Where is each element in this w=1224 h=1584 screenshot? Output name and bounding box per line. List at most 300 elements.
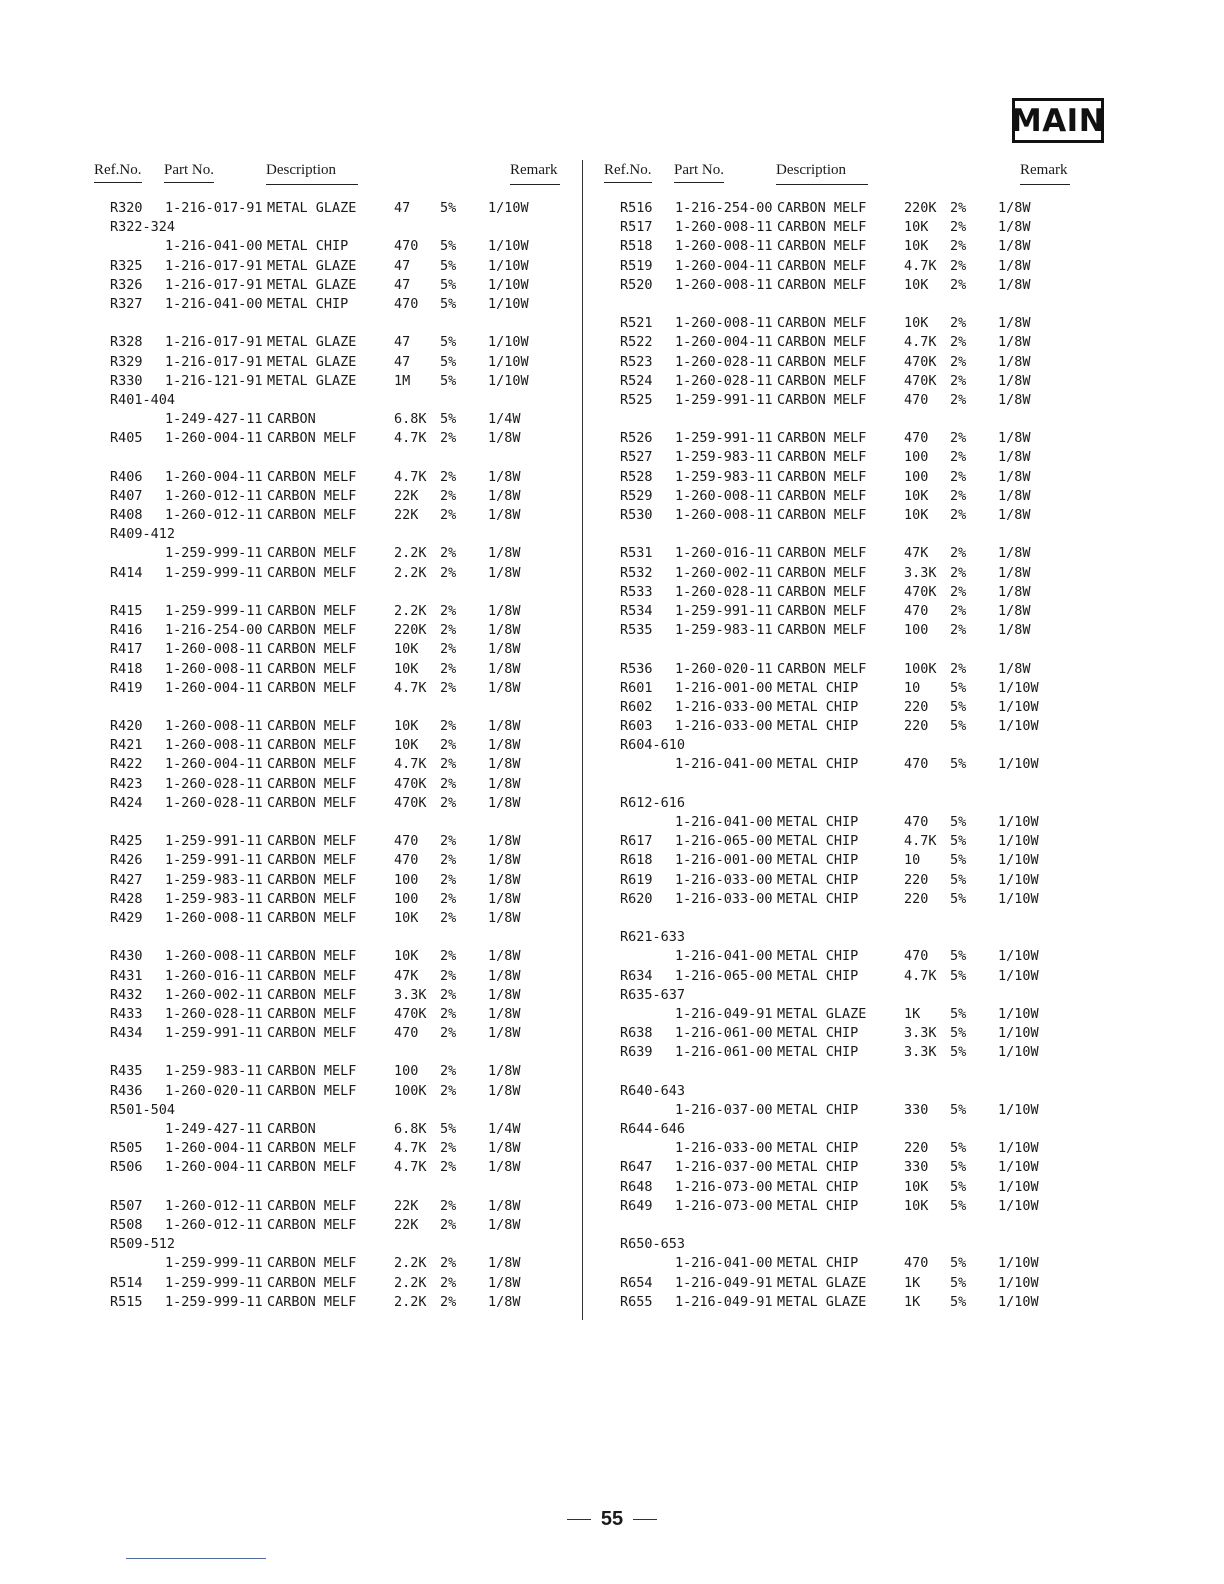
cell-ref-no: R639 xyxy=(620,1044,653,1061)
cell-part-no: 1-216-017-91 xyxy=(165,276,263,293)
cell-description: CARBON MELF xyxy=(267,1025,357,1042)
cell-ref-no: R330 xyxy=(110,372,143,389)
cell-description: CARBON MELF xyxy=(267,1255,357,1272)
cell-remark: 1/8W xyxy=(488,1025,521,1042)
cell-remark: 1/10W xyxy=(998,1178,1039,1195)
cell-ref-no: R405 xyxy=(110,430,143,447)
cell-ref-no: R635-637 xyxy=(620,986,686,1003)
cell-value: 470 xyxy=(904,391,929,408)
cell-part-no: 1-260-008-11 xyxy=(165,660,263,677)
cell-remark: 1/8W xyxy=(998,334,1031,351)
table-row xyxy=(94,238,574,257)
cell-description: CARBON MELF xyxy=(777,449,867,466)
cell-ref-no: R528 xyxy=(620,468,653,485)
parts-column-left xyxy=(94,160,574,1313)
cell-tolerance: 2% xyxy=(440,430,457,447)
cell-remark: 1/10W xyxy=(998,1025,1039,1042)
cell-remark: 1/8W xyxy=(488,948,521,965)
cell-tolerance: 5% xyxy=(950,718,967,735)
cell-value: 220 xyxy=(904,1140,929,1157)
cell-value: 47K xyxy=(904,545,929,562)
cell-ref-no: R536 xyxy=(620,660,653,677)
table-row xyxy=(94,910,574,929)
cell-tolerance: 2% xyxy=(440,775,457,792)
cell-value: 10K xyxy=(904,219,929,236)
cell-remark: 1/10W xyxy=(998,718,1039,735)
cell-tolerance: 2% xyxy=(440,641,457,658)
cell-value: 1K xyxy=(904,1274,921,1291)
table-row xyxy=(604,929,1084,948)
cell-tolerance: 5% xyxy=(950,1044,967,1061)
cell-remark: 1/8W xyxy=(488,852,521,869)
cell-value: 4.7K xyxy=(394,1159,427,1176)
table-row xyxy=(604,1198,1084,1217)
row-spacer xyxy=(604,296,1084,315)
cell-description: CARBON MELF xyxy=(777,468,867,485)
cell-part-no: 1-216-033-00 xyxy=(675,1140,773,1157)
cell-part-no: 1-216-033-00 xyxy=(675,698,773,715)
header-ref-no: Ref.No. xyxy=(604,162,652,183)
cell-value: 470 xyxy=(904,814,929,830)
cell-tolerance: 2% xyxy=(440,833,457,850)
cell-remark: 1/10W xyxy=(998,814,1039,830)
cell-remark: 1/8W xyxy=(488,660,521,677)
table-row xyxy=(94,430,574,449)
cell-value: 220K xyxy=(904,200,937,216)
cell-part-no: 1-259-983-11 xyxy=(675,449,773,466)
cell-value: 470 xyxy=(394,833,419,850)
cell-description: CARBON MELF xyxy=(267,1293,357,1310)
cell-remark: 1/10W xyxy=(998,756,1039,773)
cell-ref-no: R432 xyxy=(110,986,143,1003)
cell-part-no: 1-259-983-11 xyxy=(675,468,773,485)
page-number-dash xyxy=(633,1519,657,1520)
cell-tolerance: 2% xyxy=(950,487,967,504)
cell-part-no: 1-216-037-00 xyxy=(675,1101,773,1118)
page-number-text: 55 xyxy=(600,1508,624,1530)
cell-ref-no: R325 xyxy=(110,257,143,274)
table-row xyxy=(94,488,574,507)
cell-description: CARBON MELF xyxy=(267,967,357,984)
cell-ref-no: R505 xyxy=(110,1140,143,1157)
cell-tolerance: 5% xyxy=(440,295,457,312)
cell-description: CARBON MELF xyxy=(777,238,867,255)
cell-remark: 1/8W xyxy=(488,564,521,581)
cell-tolerance: 5% xyxy=(950,1178,967,1195)
cell-ref-no: R421 xyxy=(110,737,143,754)
row-spacer xyxy=(94,699,574,718)
cell-remark: 1/8W xyxy=(488,833,521,850)
cell-part-no: 1-260-008-11 xyxy=(165,737,263,754)
cell-value: 4.7K xyxy=(904,967,937,984)
cell-part-no: 1-216-049-91 xyxy=(675,1274,773,1291)
table-row xyxy=(94,852,574,871)
cell-remark: 1/10W xyxy=(998,1274,1039,1291)
cell-part-no: 1-216-041-00 xyxy=(675,756,773,773)
cell-value: 22K xyxy=(394,487,419,504)
cell-tolerance: 2% xyxy=(440,602,457,619)
cell-description: CARBON MELF xyxy=(267,756,357,773)
cell-tolerance: 5% xyxy=(440,353,457,370)
cell-part-no: 1-260-008-11 xyxy=(165,909,263,926)
cell-ref-no: R401-404 xyxy=(110,391,176,408)
cell-ref-no: R648 xyxy=(620,1178,653,1195)
table-row xyxy=(604,603,1084,622)
cell-description: CARBON MELF xyxy=(777,583,867,600)
cell-remark: 1/8W xyxy=(998,602,1031,619)
cell-remark: 1/8W xyxy=(998,315,1031,332)
cell-part-no: 1-260-004-11 xyxy=(165,430,263,447)
table-row xyxy=(94,1236,574,1255)
cell-description: METAL CHIP xyxy=(777,698,859,715)
header-part-no: Part No. xyxy=(674,162,724,183)
table-row xyxy=(604,258,1084,277)
cell-part-no: 1-260-012-11 xyxy=(165,487,263,504)
header-description: Description xyxy=(776,162,846,178)
table-row xyxy=(94,526,574,545)
cell-tolerance: 5% xyxy=(440,1121,457,1137)
cell-ref-no: R407 xyxy=(110,487,143,504)
cell-description: METAL CHIP xyxy=(777,890,859,907)
table-row xyxy=(604,469,1084,488)
cell-part-no: 1-260-004-11 xyxy=(165,468,263,485)
cell-remark: 1/8W xyxy=(488,1063,521,1080)
table-row xyxy=(94,756,574,775)
cell-tolerance: 2% xyxy=(950,391,967,408)
cell-ref-no: R640-643 xyxy=(620,1082,686,1099)
cell-tolerance: 2% xyxy=(950,276,967,293)
cell-value: 47 xyxy=(394,276,411,293)
cell-ref-no: R650-653 xyxy=(620,1236,686,1253)
cell-part-no: 1-260-002-11 xyxy=(675,564,773,581)
cell-part-no: 1-259-999-11 xyxy=(165,1255,263,1272)
header-remark-rule xyxy=(510,184,560,185)
cell-remark: 1/8W xyxy=(488,602,521,619)
cell-description: CARBON MELF xyxy=(267,871,357,888)
cell-value: 470K xyxy=(394,775,427,792)
cell-value: 4.7K xyxy=(904,257,937,274)
cell-remark: 1/8W xyxy=(488,1216,521,1233)
cell-part-no: 1-259-983-11 xyxy=(165,890,263,907)
cell-part-no: 1-216-065-00 xyxy=(675,967,773,984)
cell-value: 10K xyxy=(904,1197,929,1214)
cell-part-no: 1-216-049-91 xyxy=(675,1005,773,1022)
cell-part-no: 1-259-999-11 xyxy=(165,1293,263,1310)
cell-description: CARBON MELF xyxy=(777,487,867,504)
cell-tolerance: 5% xyxy=(950,1197,967,1214)
cell-part-no: 1-260-008-11 xyxy=(675,507,773,523)
table-row xyxy=(94,507,574,526)
cell-remark: 1/10W xyxy=(488,295,529,312)
cell-description: METAL CHIP xyxy=(267,295,349,312)
cell-tolerance: 2% xyxy=(440,660,457,677)
cell-description: CARBON MELF xyxy=(267,1159,357,1176)
cell-value: 330 xyxy=(904,1159,929,1176)
cell-tolerance: 5% xyxy=(950,1140,967,1157)
row-spacer xyxy=(604,526,1084,545)
cell-remark: 1/8W xyxy=(488,737,521,754)
cell-tolerance: 2% xyxy=(950,315,967,332)
cell-tolerance: 2% xyxy=(440,967,457,984)
cell-ref-no: R654 xyxy=(620,1274,653,1291)
cell-description: CARBON MELF xyxy=(777,257,867,274)
cell-description: CARBON MELF xyxy=(267,833,357,850)
cell-description: METAL CHIP xyxy=(777,1101,859,1118)
cell-description: METAL GLAZE xyxy=(267,257,357,274)
cell-tolerance: 5% xyxy=(440,200,457,216)
cell-ref-no: R517 xyxy=(620,219,653,236)
cell-ref-no: R534 xyxy=(620,602,653,619)
cell-ref-no: R509-512 xyxy=(110,1236,176,1253)
cell-part-no: 1-260-002-11 xyxy=(165,986,263,1003)
table-row xyxy=(604,699,1084,718)
cell-part-no: 1-216-041-00 xyxy=(675,814,773,830)
cell-value: 470K xyxy=(904,353,937,370)
cell-ref-no: R406 xyxy=(110,468,143,485)
cell-value: 10K xyxy=(904,238,929,255)
table-row xyxy=(604,1025,1084,1044)
cell-tolerance: 2% xyxy=(440,545,457,562)
cell-part-no: 1-260-008-11 xyxy=(675,276,773,293)
cell-tolerance: 2% xyxy=(440,1025,457,1042)
cell-remark: 1/10W xyxy=(998,890,1039,907)
section-badge xyxy=(1012,98,1104,143)
table-row xyxy=(604,354,1084,373)
cell-ref-no: R620 xyxy=(620,890,653,907)
cell-part-no: 1-260-008-11 xyxy=(165,718,263,735)
cell-ref-no: R320 xyxy=(110,200,143,216)
cell-part-no: 1-249-427-11 xyxy=(165,1121,263,1137)
cell-remark: 1/8W xyxy=(488,890,521,907)
table-row xyxy=(94,968,574,987)
cell-part-no: 1-259-999-11 xyxy=(165,1274,263,1291)
cell-remark: 1/8W xyxy=(998,545,1031,562)
cell-tolerance: 2% xyxy=(950,507,967,523)
table-row xyxy=(94,1140,574,1159)
cell-ref-no: R415 xyxy=(110,602,143,619)
cell-part-no: 1-260-004-11 xyxy=(165,1140,263,1157)
cell-remark: 1/8W xyxy=(998,564,1031,581)
cell-tolerance: 5% xyxy=(950,756,967,773)
cell-remark: 1/8W xyxy=(488,756,521,773)
cell-remark: 1/10W xyxy=(998,967,1039,984)
table-row xyxy=(604,1179,1084,1198)
cell-ref-no: R435 xyxy=(110,1063,143,1080)
cell-remark: 1/8W xyxy=(998,449,1031,466)
cell-part-no: 1-216-041-00 xyxy=(675,948,773,965)
table-row xyxy=(94,603,574,622)
cell-part-no: 1-260-012-11 xyxy=(165,1216,263,1233)
cell-tolerance: 2% xyxy=(440,718,457,735)
cell-part-no: 1-260-020-11 xyxy=(675,660,773,677)
cell-part-no: 1-259-991-11 xyxy=(165,833,263,850)
cell-description: CARBON MELF xyxy=(267,1274,357,1291)
cell-tolerance: 2% xyxy=(950,622,967,639)
cell-value: 1M xyxy=(394,372,411,389)
row-spacer xyxy=(94,929,574,948)
cell-description: METAL GLAZE xyxy=(777,1005,867,1022)
cell-tolerance: 5% xyxy=(950,814,967,830)
cell-part-no: 1-260-004-11 xyxy=(675,334,773,351)
cell-description: METAL GLAZE xyxy=(267,353,357,370)
cell-tolerance: 2% xyxy=(440,871,457,888)
cell-value: 100 xyxy=(904,449,929,466)
cell-remark: 1/10W xyxy=(998,948,1039,965)
cell-part-no: 1-260-004-11 xyxy=(675,257,773,274)
cell-remark: 1/8W xyxy=(488,430,521,447)
table-row xyxy=(94,296,574,315)
cell-ref-no: R532 xyxy=(620,564,653,581)
cell-value: 220K xyxy=(394,622,427,639)
cell-remark: 1/8W xyxy=(998,487,1031,504)
cell-ref-no: R612-616 xyxy=(620,794,686,811)
cell-description: CARBON MELF xyxy=(267,1197,357,1214)
cell-tolerance: 5% xyxy=(950,1293,967,1310)
cell-value: 2.2K xyxy=(394,1255,427,1272)
cell-ref-no: R434 xyxy=(110,1025,143,1042)
page-number xyxy=(0,1508,1224,1531)
cell-part-no: 1-260-028-11 xyxy=(675,372,773,389)
cell-remark: 1/10W xyxy=(488,276,529,293)
table-row xyxy=(94,411,574,430)
cell-remark: 1/8W xyxy=(488,622,521,639)
header-remark-rule xyxy=(1020,184,1070,185)
table-row xyxy=(604,1006,1084,1025)
cell-remark: 1/10W xyxy=(998,1101,1039,1118)
cell-remark: 1/8W xyxy=(488,794,521,811)
cell-remark: 1/8W xyxy=(488,1274,521,1291)
cell-part-no: 1-260-004-11 xyxy=(165,756,263,773)
cell-tolerance: 5% xyxy=(950,1274,967,1291)
cell-value: 1K xyxy=(904,1005,921,1022)
cell-value: 4.7K xyxy=(394,430,427,447)
cell-part-no: 1-260-004-11 xyxy=(165,679,263,696)
cell-part-no: 1-260-008-11 xyxy=(675,487,773,504)
cell-tolerance: 2% xyxy=(950,353,967,370)
cell-ref-no: R416 xyxy=(110,622,143,639)
cell-description: CARBON MELF xyxy=(777,564,867,581)
cell-remark: 1/10W xyxy=(998,1197,1039,1214)
cell-ref-no: R326 xyxy=(110,276,143,293)
cell-part-no: 1-216-073-00 xyxy=(675,1197,773,1214)
cell-description: CARBON xyxy=(267,1121,316,1137)
cell-ref-no: R428 xyxy=(110,890,143,907)
cell-description: CARBON MELF xyxy=(267,507,357,523)
cell-ref-no: R621-633 xyxy=(620,929,686,946)
table-row xyxy=(94,641,574,660)
cell-value: 3.3K xyxy=(394,986,427,1003)
table-row xyxy=(604,737,1084,756)
cell-tolerance: 5% xyxy=(950,852,967,869)
cell-part-no: 1-260-004-11 xyxy=(165,1159,263,1176)
cell-value: 47 xyxy=(394,334,411,351)
cell-ref-no: R523 xyxy=(620,353,653,370)
cell-remark: 1/10W xyxy=(998,679,1039,696)
cell-remark: 1/8W xyxy=(488,1255,521,1272)
table-row xyxy=(94,1102,574,1121)
cell-description: METAL CHIP xyxy=(777,1025,859,1042)
cell-part-no: 1-216-017-91 xyxy=(165,334,263,351)
cell-remark: 1/8W xyxy=(998,622,1031,639)
cell-description: CARBON MELF xyxy=(267,1216,357,1233)
cell-tolerance: 2% xyxy=(950,200,967,216)
cell-ref-no: R423 xyxy=(110,775,143,792)
cell-value: 2.2K xyxy=(394,1293,427,1310)
cell-description: METAL CHIP xyxy=(777,833,859,850)
cell-remark: 1/4W xyxy=(488,1121,521,1137)
table-row xyxy=(604,449,1084,468)
cell-remark: 1/8W xyxy=(488,1082,521,1099)
cell-remark: 1/8W xyxy=(998,372,1031,389)
cell-remark: 1/10W xyxy=(488,200,529,216)
cell-remark: 1/8W xyxy=(998,276,1031,293)
cell-tolerance: 2% xyxy=(440,1082,457,1099)
cell-value: 6.8K xyxy=(394,1121,427,1137)
cell-tolerance: 5% xyxy=(950,679,967,696)
cell-tolerance: 2% xyxy=(440,756,457,773)
table-row xyxy=(604,238,1084,257)
cell-ref-no: R634 xyxy=(620,967,653,984)
cell-description: CARBON MELF xyxy=(267,986,357,1003)
table-row xyxy=(94,373,574,392)
table-row xyxy=(604,392,1084,411)
table-row xyxy=(94,354,574,373)
cell-part-no: 1-216-033-00 xyxy=(675,890,773,907)
cell-part-no: 1-216-254-00 xyxy=(165,622,263,639)
row-spacer xyxy=(604,910,1084,929)
cell-description: METAL CHIP xyxy=(777,1178,859,1195)
cell-tolerance: 2% xyxy=(950,334,967,351)
table-row xyxy=(94,1275,574,1294)
table-row xyxy=(604,872,1084,891)
table-row xyxy=(94,219,574,238)
cell-remark: 1/4W xyxy=(488,411,521,428)
cell-remark: 1/8W xyxy=(488,507,521,523)
cell-tolerance: 5% xyxy=(950,1159,967,1176)
cell-value: 220 xyxy=(904,698,929,715)
cell-part-no: 1-260-008-11 xyxy=(675,219,773,236)
cell-remark: 1/8W xyxy=(488,679,521,696)
table-row xyxy=(604,1275,1084,1294)
table-row xyxy=(94,1025,574,1044)
cell-description: METAL GLAZE xyxy=(267,334,357,351)
cell-ref-no: R520 xyxy=(620,276,653,293)
cell-tolerance: 2% xyxy=(440,1274,457,1291)
cell-tolerance: 2% xyxy=(440,890,457,907)
cell-tolerance: 2% xyxy=(440,737,457,754)
cell-value: 10K xyxy=(904,315,929,332)
row-spacer xyxy=(94,1044,574,1063)
cell-description: CARBON MELF xyxy=(777,200,867,216)
cell-ref-no: R518 xyxy=(620,238,653,255)
table-row xyxy=(94,680,574,699)
row-spacer xyxy=(94,1179,574,1198)
cell-ref-no: R424 xyxy=(110,794,143,811)
cell-tolerance: 2% xyxy=(950,468,967,485)
cell-part-no: 1-216-041-00 xyxy=(165,238,263,255)
cell-ref-no: R427 xyxy=(110,871,143,888)
row-spacer xyxy=(604,1063,1084,1082)
cell-ref-no: R618 xyxy=(620,852,653,869)
cell-part-no: 1-260-020-11 xyxy=(165,1082,263,1099)
cell-description: CARBON MELF xyxy=(777,372,867,389)
cell-description: CARBON MELF xyxy=(777,219,867,236)
cell-remark: 1/8W xyxy=(998,430,1031,447)
cell-description: CARBON MELF xyxy=(267,1063,357,1080)
cell-part-no: 1-216-061-00 xyxy=(675,1044,773,1061)
cell-ref-no: R409-412 xyxy=(110,526,176,543)
cell-ref-no: R617 xyxy=(620,833,653,850)
